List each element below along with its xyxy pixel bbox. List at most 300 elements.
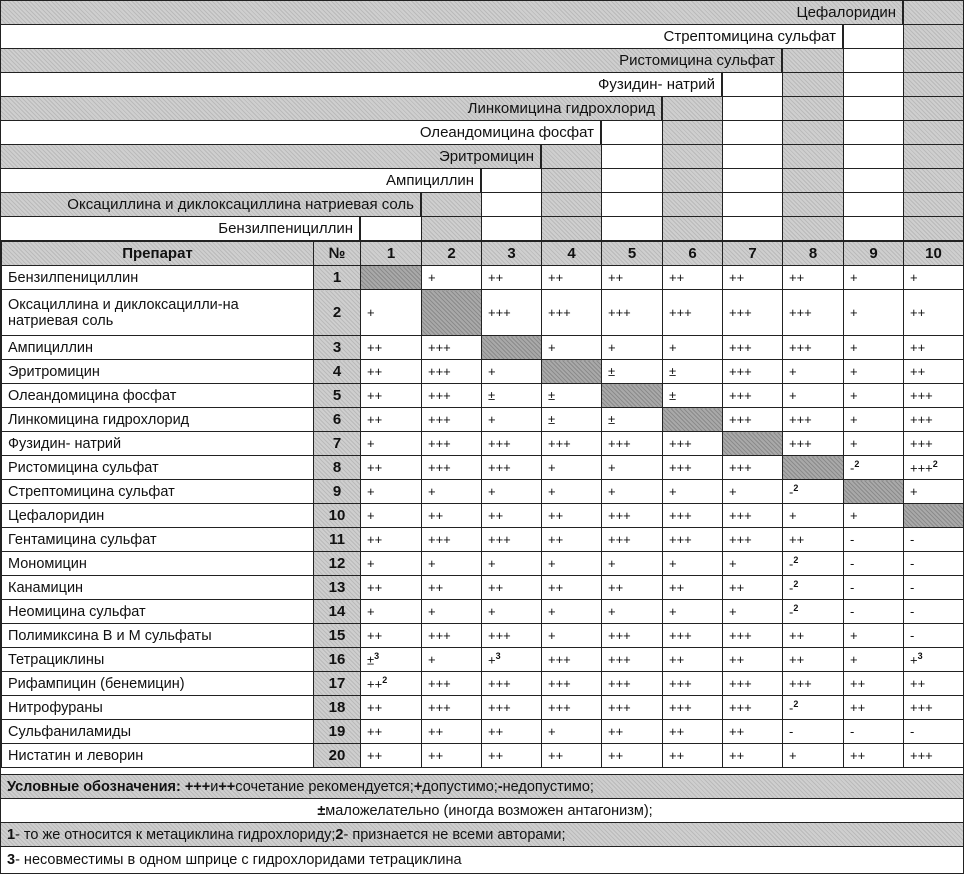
compat-value: ± (367, 652, 375, 668)
compat-cell (783, 624, 844, 648)
header-label-col-10: Цефалоридин (1, 1, 903, 25)
compat-value: ++ (910, 364, 926, 379)
table-header-row (2, 242, 964, 266)
table-row (2, 720, 964, 744)
compat-value: + (428, 652, 436, 667)
compat-cell (602, 552, 663, 576)
compat-value: ++ (367, 580, 383, 595)
compat-cell (482, 696, 542, 720)
compat-cell (542, 624, 602, 648)
compat-cell (482, 528, 542, 552)
compat-value: ++ (548, 748, 564, 763)
drug-name: Канамицин (2, 576, 314, 600)
compat-value: ++ (367, 532, 383, 547)
compat-cell (904, 552, 964, 576)
compat-cell (844, 672, 904, 696)
compat-cell (723, 480, 783, 504)
compat-value: ++ (488, 270, 504, 285)
table-row (2, 696, 964, 720)
compat-cell (844, 696, 904, 720)
column-number-7: 7 (723, 242, 783, 266)
compat-cell (723, 672, 783, 696)
compat-value: + (548, 460, 556, 475)
compat-value: + (488, 556, 496, 571)
compat-cell (602, 624, 663, 648)
footnote-mark: 2 (793, 699, 799, 710)
compat-value: ++ (367, 748, 383, 763)
compat-value: + (850, 340, 858, 355)
compat-cell (723, 696, 783, 720)
compat-value: +++ (608, 652, 631, 667)
compat-value: ++ (608, 580, 624, 595)
compat-cell (783, 552, 844, 576)
compat-cell (904, 408, 964, 432)
footnote-mark: 3 (917, 651, 923, 662)
table-row (2, 576, 964, 600)
compat-cell (422, 408, 482, 432)
compat-cell (663, 528, 723, 552)
compat-value: ++ (608, 748, 624, 763)
compat-cell (422, 744, 482, 768)
compat-cell (361, 456, 422, 480)
table-row (2, 504, 964, 528)
compat-value: ++ (669, 652, 685, 667)
diagonal-cell (542, 360, 602, 384)
compat-cell (542, 336, 602, 360)
compat-value: + (428, 270, 436, 285)
compat-cell (844, 504, 904, 528)
compat-value: + (850, 388, 858, 403)
compat-cell (844, 360, 904, 384)
compat-cell (904, 648, 964, 672)
compat-value: + (850, 305, 858, 320)
compat-value: +++ (729, 305, 752, 320)
compat-value: ++ (367, 700, 383, 715)
compat-cell (482, 504, 542, 528)
compat-value: ++ (729, 652, 745, 667)
compat-cell (663, 336, 723, 360)
compat-cell (663, 384, 723, 408)
compat-value: + (789, 508, 797, 523)
compat-value: ± (548, 388, 556, 403)
drug-number: 17 (314, 672, 361, 696)
compat-cell (783, 480, 844, 504)
diagonal-cell (723, 432, 783, 456)
compat-cell (602, 696, 663, 720)
compat-cell (663, 360, 723, 384)
compat-value: +++ (669, 676, 692, 691)
compat-value: - (910, 604, 915, 619)
compat-cell (482, 552, 542, 576)
compat-value: + (669, 604, 677, 619)
compat-cell (663, 290, 723, 336)
compat-cell (482, 266, 542, 290)
compat-value: +++ (729, 628, 752, 643)
compat-value: + (669, 556, 677, 571)
column-number-5: 5 (602, 242, 663, 266)
compat-cell (663, 480, 723, 504)
compat-cell (844, 576, 904, 600)
compat-cell (361, 576, 422, 600)
compat-value: + (367, 508, 375, 523)
compat-value: ± (669, 388, 677, 403)
compat-value: - (789, 556, 794, 572)
compat-value: + (548, 556, 556, 571)
compat-value: +++ (789, 305, 812, 320)
compat-value: ++ (548, 270, 564, 285)
compat-cell (783, 266, 844, 290)
compat-value: ++ (910, 676, 926, 691)
header-rule (1, 96, 963, 97)
header-column-strip (360, 217, 421, 241)
table-row (2, 266, 964, 290)
compat-value: + (488, 604, 496, 619)
compat-cell (844, 648, 904, 672)
table-row (2, 456, 964, 480)
compat-cell (663, 648, 723, 672)
compat-cell (422, 504, 482, 528)
compat-cell (723, 576, 783, 600)
compat-cell (663, 456, 723, 480)
compat-cell (723, 384, 783, 408)
table-row (2, 480, 964, 504)
compat-cell (482, 576, 542, 600)
header-column-strip (481, 169, 541, 241)
compat-cell (361, 432, 422, 456)
footnote-mark: 2 (382, 675, 388, 686)
compat-cell (602, 600, 663, 624)
header-column-strip (662, 97, 722, 241)
compat-cell (904, 672, 964, 696)
compat-cell (783, 648, 844, 672)
legend-line-1: Условные обозначения: +++ и ++ сочетание рекомендуется; + допустимо; - недопустимо; (1, 774, 963, 798)
compat-value: +++ (488, 436, 511, 451)
compat-cell (844, 336, 904, 360)
header-label-col-9: Стрептомицина сульфат (1, 25, 843, 49)
compat-value: +++ (729, 364, 752, 379)
compat-cell (904, 336, 964, 360)
drug-number: 7 (314, 432, 361, 456)
compat-value: ++ (789, 652, 805, 667)
compat-value: +++ (789, 340, 812, 355)
compat-value: ++ (428, 724, 444, 739)
compat-cell (904, 360, 964, 384)
compat-value: +++ (669, 305, 692, 320)
compat-cell (904, 384, 964, 408)
compat-value: +++ (910, 436, 933, 451)
compat-value: +++ (669, 628, 692, 643)
compat-cell (723, 408, 783, 432)
drug-name: Полимиксина В и М сульфаты (2, 624, 314, 648)
compat-value: + (367, 436, 375, 451)
drug-name: Гентамицина сульфат (2, 528, 314, 552)
compat-cell (783, 408, 844, 432)
compat-value: +++ (488, 700, 511, 715)
compat-cell (542, 266, 602, 290)
compat-cell (422, 624, 482, 648)
compat-cell (422, 552, 482, 576)
compat-value: + (367, 305, 375, 320)
compat-value: + (548, 604, 556, 619)
compat-value: +++ (428, 388, 451, 403)
header-column-strip (843, 25, 903, 241)
compat-value: ++ (428, 508, 444, 523)
compat-value: - (789, 700, 794, 716)
compat-cell (783, 290, 844, 336)
compat-value: - (850, 556, 855, 571)
drug-name: Неомицина сульфат (2, 600, 314, 624)
compat-value: +++ (729, 532, 752, 547)
table-row (2, 600, 964, 624)
compat-value: - (850, 532, 855, 547)
compat-value: +++ (729, 460, 752, 475)
compat-value: +++ (608, 436, 631, 451)
compat-value: + (608, 484, 616, 499)
compat-cell (482, 384, 542, 408)
compat-cell (361, 480, 422, 504)
compat-value: +++ (488, 676, 511, 691)
compat-cell (783, 528, 844, 552)
table-row (2, 336, 964, 360)
compat-value: + (789, 748, 797, 763)
compat-cell (361, 504, 422, 528)
compat-value: +++ (669, 700, 692, 715)
compat-cell (482, 744, 542, 768)
compat-cell (361, 648, 422, 672)
compat-value: ++ (488, 508, 504, 523)
compat-value: + (488, 412, 496, 427)
compat-value: - (789, 484, 794, 500)
compat-value: ++ (789, 532, 805, 547)
compat-cell (723, 504, 783, 528)
compat-cell (422, 266, 482, 290)
legend-line-4: 3 - несовместимы в одном шприце с гидрохлоридами тетрациклина (1, 846, 963, 873)
compat-value: ++ (488, 724, 504, 739)
diagonal-cell (422, 290, 482, 336)
compat-value: ++ (669, 724, 685, 739)
drug-number: 11 (314, 528, 361, 552)
compat-value: - (850, 724, 855, 739)
compat-value: + (608, 604, 616, 619)
compat-cell (783, 504, 844, 528)
compat-value: + (488, 364, 496, 379)
compat-value: ++ (669, 270, 685, 285)
table-row (2, 432, 964, 456)
compat-value: - (789, 580, 794, 596)
compat-value: ++ (850, 748, 866, 763)
compat-cell (602, 290, 663, 336)
footnote-mark: 2 (793, 555, 799, 566)
compat-value: + (488, 652, 496, 668)
compat-cell (482, 600, 542, 624)
drug-name: Фузидин- натрий (2, 432, 314, 456)
drug-name: Стрептомицина сульфат (2, 480, 314, 504)
compat-value: - (789, 604, 794, 620)
compat-cell (602, 360, 663, 384)
compatibility-table (1, 241, 964, 768)
compat-value: - (910, 628, 915, 643)
footnote-mark: 2 (793, 579, 799, 590)
compat-cell (663, 744, 723, 768)
header-label-col-6: Линкомицина гидрохлорид (1, 97, 662, 121)
header-rule (1, 48, 963, 49)
compat-value: ++ (367, 412, 383, 427)
compat-value: ++ (789, 628, 805, 643)
compat-value: +++ (428, 700, 451, 715)
compat-cell (904, 480, 964, 504)
compat-cell (783, 336, 844, 360)
compat-cell (783, 384, 844, 408)
drug-number: 9 (314, 480, 361, 504)
column-header-drug: Препарат (2, 242, 314, 266)
compat-cell (663, 504, 723, 528)
compat-cell (542, 290, 602, 336)
compat-cell (542, 600, 602, 624)
compat-cell (844, 408, 904, 432)
header-label-col-3: Ампициллин (1, 169, 481, 193)
compat-cell (844, 290, 904, 336)
compat-value: + (428, 556, 436, 571)
compat-value: + (669, 484, 677, 499)
compat-value: + (850, 508, 858, 523)
compat-cell (542, 504, 602, 528)
compat-value: + (548, 340, 556, 355)
compat-value: ++ (669, 748, 685, 763)
table-row (2, 672, 964, 696)
compat-value: + (789, 388, 797, 403)
compat-cell (602, 720, 663, 744)
compat-value: ++ (608, 724, 624, 739)
compat-cell (904, 266, 964, 290)
compat-value: ++ (850, 700, 866, 715)
compat-value: +++ (428, 628, 451, 643)
compat-cell (542, 528, 602, 552)
compat-value: +++ (488, 460, 511, 475)
compat-cell (783, 432, 844, 456)
column-number-3: 3 (482, 242, 542, 266)
compat-value: +++ (608, 305, 631, 320)
compat-value: +++ (608, 676, 631, 691)
compat-value: + (850, 364, 858, 379)
header-column-strip (601, 121, 662, 241)
compat-cell (783, 744, 844, 768)
compat-value: + (428, 484, 436, 499)
compat-cell (361, 408, 422, 432)
compat-value: +++ (488, 628, 511, 643)
header-column-strip (421, 193, 481, 241)
column-number-6: 6 (663, 242, 723, 266)
footnote-mark: 2 (793, 483, 799, 494)
table-row (2, 408, 964, 432)
drug-number: 12 (314, 552, 361, 576)
compat-cell (723, 360, 783, 384)
compat-cell (723, 528, 783, 552)
header-rule (1, 168, 963, 169)
compat-value: ++ (729, 724, 745, 739)
header-label-col-5: Олеандомицина фосфат (1, 121, 601, 145)
drug-name: Нистатин и леворин (2, 744, 314, 768)
footnote-mark: 3 (495, 651, 501, 662)
diagonal-cell (663, 408, 723, 432)
compat-cell (361, 696, 422, 720)
column-number-1: 1 (361, 242, 422, 266)
compat-cell (904, 456, 964, 480)
compat-cell (723, 744, 783, 768)
table-row (2, 290, 964, 336)
diagonal-cell (844, 480, 904, 504)
compat-value: ± (608, 364, 616, 379)
compat-value: - (910, 532, 915, 547)
compat-value: +++ (428, 460, 451, 475)
header-column-strip (782, 49, 843, 241)
diagonal-cell (482, 336, 542, 360)
compat-value: +++ (910, 700, 933, 715)
footnote-mark: 2 (793, 603, 799, 614)
compat-value: + (729, 556, 737, 571)
compat-cell (663, 696, 723, 720)
header-column-strip (903, 1, 963, 241)
compat-cell (482, 360, 542, 384)
compat-value: ++ (367, 340, 383, 355)
compat-cell (602, 432, 663, 456)
compat-cell (904, 576, 964, 600)
compat-value: ++ (488, 580, 504, 595)
compat-cell (663, 624, 723, 648)
compat-value: +++ (910, 460, 933, 476)
compat-cell (602, 336, 663, 360)
compat-cell (542, 432, 602, 456)
compat-cell (422, 600, 482, 624)
compat-value: ++ (729, 748, 745, 763)
compat-cell (904, 432, 964, 456)
compat-cell (602, 528, 663, 552)
drug-number: 15 (314, 624, 361, 648)
compat-value: + (428, 604, 436, 619)
compat-value: +++ (669, 532, 692, 547)
compat-value: + (910, 652, 918, 668)
compat-cell (422, 456, 482, 480)
compat-cell (783, 696, 844, 720)
drug-name: Ампициллин (2, 336, 314, 360)
compat-value: ++ (729, 270, 745, 285)
compat-cell (723, 456, 783, 480)
drug-number: 16 (314, 648, 361, 672)
compat-value: +++ (910, 412, 933, 427)
compat-cell (602, 408, 663, 432)
compat-value: +++ (548, 652, 571, 667)
compat-cell (723, 648, 783, 672)
drug-number: 18 (314, 696, 361, 720)
compat-cell (783, 672, 844, 696)
compat-value: ++ (488, 748, 504, 763)
compat-value: +++ (910, 748, 933, 763)
compat-value: + (850, 628, 858, 643)
compat-cell (422, 696, 482, 720)
compat-value: +++ (729, 508, 752, 523)
footnote-mark: 3 (374, 651, 380, 662)
legend-line-3: 1 - то же относится к метациклина гидрохлориду; 2 - признается не всеми авторами; (1, 822, 963, 846)
drug-number: 20 (314, 744, 361, 768)
compat-value: + (608, 340, 616, 355)
compat-value: +++ (428, 364, 451, 379)
compat-cell (783, 600, 844, 624)
footnote-mark: 2 (932, 459, 938, 470)
compat-value: + (910, 270, 918, 285)
table-row (2, 648, 964, 672)
compat-cell (361, 600, 422, 624)
compat-value: +++ (669, 436, 692, 451)
compat-value: +++ (428, 676, 451, 691)
